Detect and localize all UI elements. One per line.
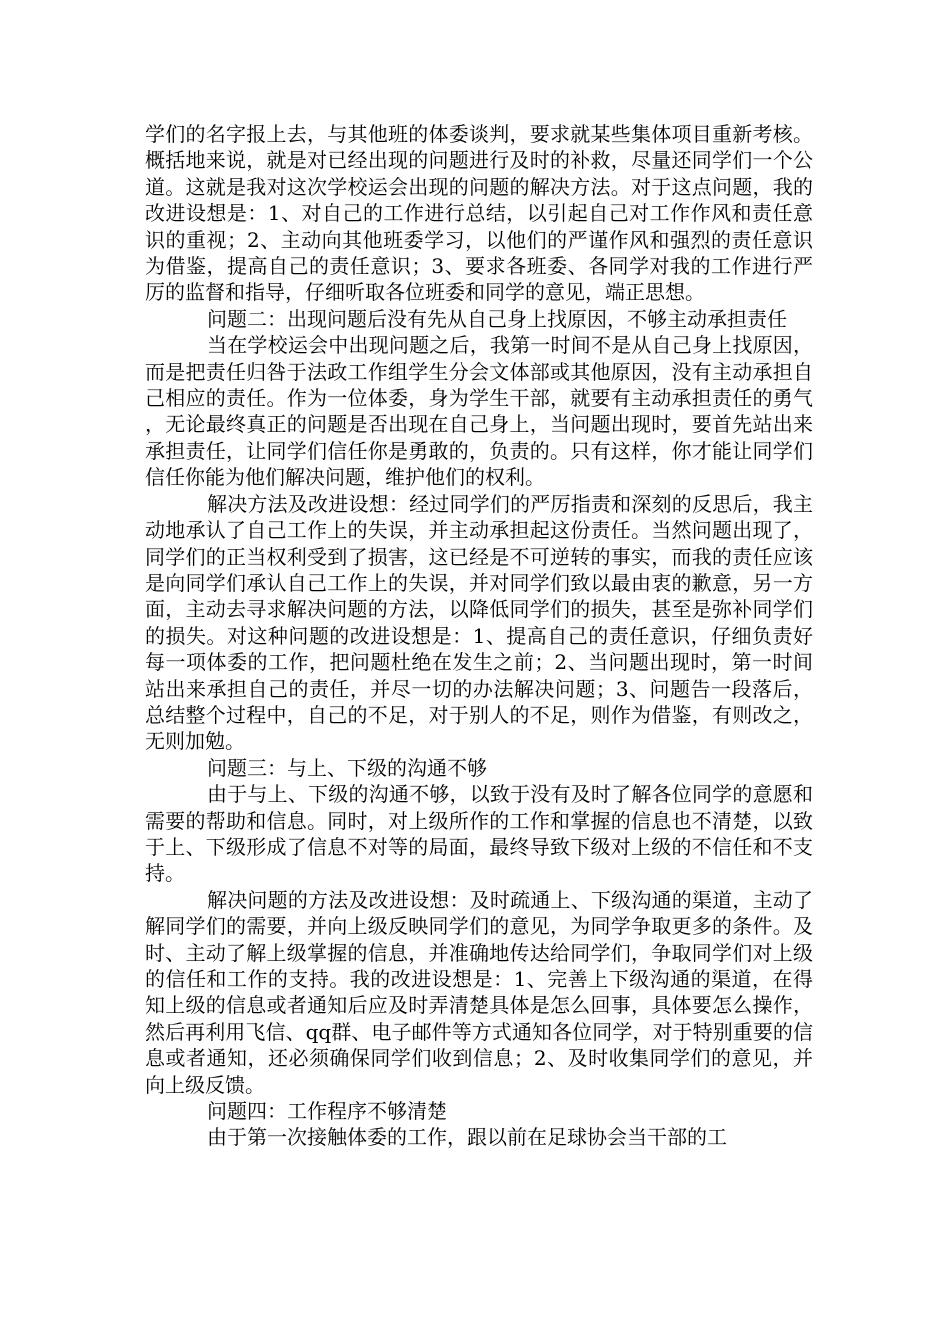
document-body bbox=[145, 121, 813, 1151]
paragraph-problem-two-solution: 解决方法及改进设想：经过同学们的严厉指责和深刻的反思后，我主动地承认了自己工作上的失误，并主动承担起这份责任。当然问题出现了，同学们的正当权利受到了损害，这已经是不可逆转的事实，而我的责任应该是向同学们承认自己工作上的失误，并对同学们致以最由衷的歉意，另一方面，主动去寻求解决问题的方法，以降低同学们的损失，甚至是弥补同学们的损失。对这种问题的改进设想是：1、提高自己的责任意识，仔细负责好每一项体委的工作，把问题杜绝在发生之前；2、当问题出现时，第一时间站出来承担自己的责任，并尽一切的办法解决问题；3、问题告一段落后，总结整个过程中，自己的不足，对于别人的不足，则作为借鉴，有则改之，无则加勉。 bbox=[145, 491, 813, 754]
section-heading-problem-four: 问题四：工作程序不够清楚 bbox=[207, 1099, 447, 1124]
section-heading-problem-three: 问题三：与上、下级的沟通不够 bbox=[207, 755, 487, 780]
paragraph-problem-four-description: 由于第一次接触体委的工作，跟以前在足球协会当干部的工 bbox=[207, 1125, 727, 1150]
paragraph-problem-three-solution: 解决问题的方法及改进设想：及时疏通上、下级沟通的渠道，主动了解同学们的需要，并向上级反映同学们的意见，为同学争取更多的条件。及时、主动了解上级掌握的信息，并准确地传达给同学们，争取同学们对上级的信任和工作的支持。我的改进设想是：1、完善上下级沟通的渠道，在得知上级的信息或者通知后应及时弄清楚具体是怎么回事，具体要怎么操作，然后再利用飞信、qq群、电子邮件等方式通知各位同学，对于特别重要的信息或者通知，还必须确保同学们收到信息；2、及时收集同学们的意见，并向上级反馈。 bbox=[145, 887, 813, 1097]
paragraph-problem-two-description: 当在学校运会中出现问题之后，我第一时间不是从自己身上找原因，而是把责任归咎于法政工作组学生分会文体部或其他原因，没有主动承担自己相应的责任。作为一位体委，身为学生干部，就要有主动承担责任的勇气，无论最终真正的问题是否出现在自己身上，当问题出现时，要首先站出来承担责任，让同学们信任你是勇敢的，负责的。只有这样，你才能让同学们信任你能为他们解决问题，维护他们的权利。 bbox=[145, 333, 813, 490]
paragraph-problem-three-description: 由于与上、下级的沟通不够，以致于没有及时了解各位同学的意愿和需要的帮助和信息。同时，对上级所作的工作和掌握的信息也不清楚，以致于上、下级形成了信息不对等的局面，最终导致下级对上级的不信任和不支持。 bbox=[145, 782, 813, 886]
section-heading-problem-two: 问题二：出现问题后没有先从自己身上找原因，不够主动承担责任 bbox=[207, 306, 787, 331]
paragraph-continuation: 学们的名字报上去，与其他班的体委谈判，要求就某些集体项目重新考核。概括地来说，就是对已经出现的问题进行及时的补救，尽量还同学们一个公道。这就是我对这次学校运会出现的问题的解决方法。对于这点问题，我的改进设想是：1、对自己的工作进行总结，以引起自己对工作作风和责任意识的重视；2、主动向其他班委学习，以他们的严谨作风和强烈的责任意识为借鉴，提高自己的责任意识；3、要求各班委、各同学对我的工作进行严厉的监督和指导，仔细听取各位班委和同学的意见，端正思想。 bbox=[145, 122, 813, 305]
